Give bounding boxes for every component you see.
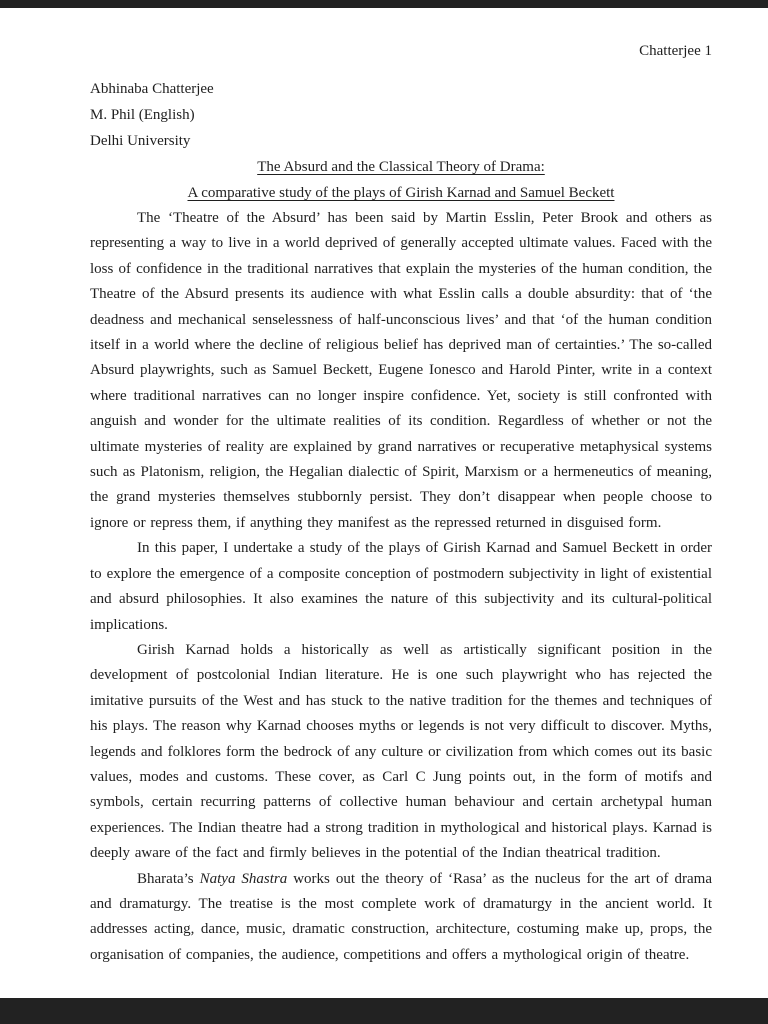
- paragraph-1: The ‘Theatre of the Absurd’ has been said by Martin Esslin, Peter Brook and others as representing a way to live in a world deprived of generally accepted ultimate values. Faced with the loss of confidence in the traditional narratives that explain the mysteries of the human condition, the Theatre of the Absurd presents its audience with what Esslin calls a double absurdity: that of ‘the deadness and mechanical senselessness of half-unconscious lives’ and that ‘of the human condition itself in a world where the decline of religious belief has deprived man of certainties.’ The so-called Absurd playwrights, such as Samuel Beckett, Eugene Ionesco and Harold Pinter, write in a context where traditional narratives can no longer inspire confidence. Yet, society is still confronted with anguish and wonder for the ultimate realities of its condition. Regardless of whether or not the ultimate mysteries of reality are explained by grand narratives or recuperative metaphysical systems such as Platonism, religion, the Hegalian dialectic of Spirit, Marxism or a hermeneutics of meaning, the grand mysteries themselves stubbornly persist. They don’t disappear when people choose to ignore or repress them, if anything they manifest as the repressed returned in disguised form.: [90, 210, 712, 531]
- paragraph-4-text-end: works out the theory of ‘Rasa’ as the nucleus for the art of drama and dramaturgy. The treatise is the most complete work of dramaturgy in the ancient world. It addresses acting, dance, music, dramatic construction, architecture, costuming make up, props, the organisation of companies, the audience, competitions and offers a mythological origin of theatre.: [90, 870, 712, 963]
- paragraph-3: Girish Karnad holds a historically as well as artistically significant position in the development of postcolonial Indian literature. He is one such playwright who has rejected the imitative pursuits of the West and has stuck to the native tradition for the themes and techniques of his plays. The reason why Karnad chooses myths or legends is not very difficult to discover. Myths, legends and folklores form the bedrock of any culture or civilization from which comes out its basic values, modes and customs. These cover, as Carl C Jung points out, in the form of motifs and symbols, certain recurring patterns of collective human behaviour and certain archetypal human experiences. The Indian theatre had a strong tradition in mythological and historical plays. Karnad is deeply aware of the fact and firmly believes in the potential of the Indian theatrical tradition.: [90, 641, 712, 862]
- author-name: Abhinaba Chatterjee: [90, 81, 214, 97]
- author-degree: M. Phil (English): [90, 107, 195, 123]
- author-university: Delhi University: [90, 133, 191, 149]
- document-title-line-1: The Absurd and the Classical Theory of Drama:: [257, 159, 545, 175]
- document-title-line-2: A comparative study of the plays of Girish Karnad and Samuel Beckett: [187, 185, 615, 201]
- document-page: [0, 8, 768, 998]
- paragraph-4: [90, 867, 712, 969]
- paragraph-2: In this paper, I undertake a study of the plays of Girish Karnad and Samuel Beckett in order to explore the emergence of a composite conception of postmodern subjectivity in light of existential and absurd philosophies. It also examines the nature of this subjectivity and its cultural-political implications.: [90, 540, 712, 633]
- viewer-bottom-bar: [0, 998, 768, 1024]
- paragraph-4-text-start: Bharata’s: [137, 870, 200, 887]
- page-number-header: Chatterjee 1: [639, 43, 712, 59]
- book-title-natya-shastra: Natya Shastra: [199, 870, 288, 887]
- viewer-top-bar: [0, 0, 768, 8]
